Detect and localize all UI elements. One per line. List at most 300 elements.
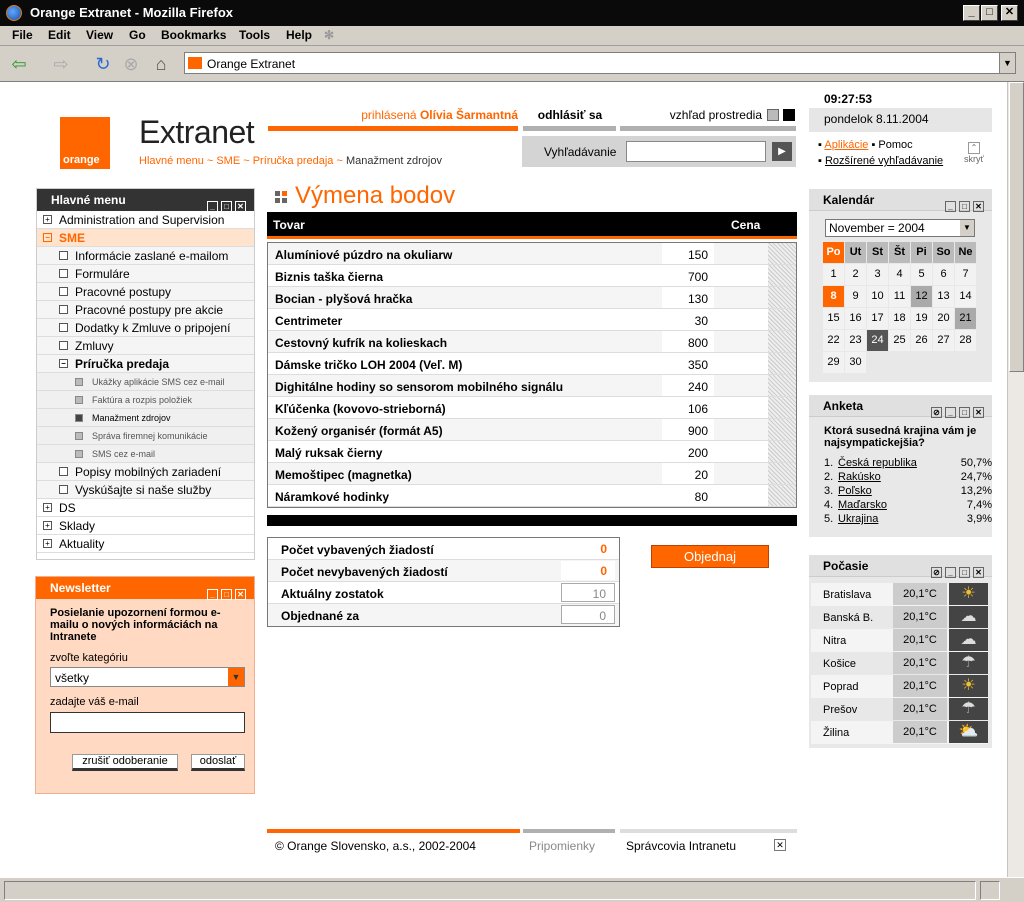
status-indicator — [980, 881, 1000, 900]
calendar-day[interactable]: 16 — [845, 308, 866, 329]
menubar — [0, 26, 1024, 46]
menu-item[interactable] — [37, 463, 254, 481]
window-title: Orange Extranet - Mozilla Firefox — [30, 5, 233, 20]
weather-row — [811, 606, 988, 629]
row-hatch — [768, 419, 796, 440]
rain-icon: ☂ — [949, 698, 988, 720]
row-hatch — [768, 463, 796, 484]
calendar-empty — [911, 352, 932, 373]
theme-light-button[interactable] — [767, 109, 779, 121]
weekday-header: Pi — [911, 242, 932, 263]
menu-item[interactable] — [37, 211, 254, 229]
calendar-day[interactable]: 5 — [911, 264, 932, 285]
ordered-field[interactable]: 0 — [561, 605, 615, 624]
weather-title: Počasie — [823, 559, 869, 573]
header-underline — [267, 236, 797, 239]
month-value: November = 2004 — [829, 221, 925, 235]
menu-item-label: Pracovné postupy — [75, 285, 172, 299]
orange-logo[interactable] — [60, 117, 110, 169]
calendar-day[interactable]: 20 — [933, 308, 954, 329]
cloud-icon: ☁ — [949, 629, 988, 651]
unprocessed-label: Počet nevybavených žiadostí — [281, 565, 448, 579]
calendar-day[interactable]: 2 — [845, 264, 866, 285]
bullet-icon — [59, 305, 68, 314]
bullet-icon — [75, 432, 83, 440]
weather-row — [811, 675, 988, 698]
processed-label: Počet vybavených žiadostí — [281, 543, 434, 557]
maximize-icon[interactable]: □ — [959, 201, 970, 212]
menu-item[interactable] — [37, 301, 254, 319]
user-name: Olívia Šarmantná — [419, 108, 518, 122]
product-price: 240 — [662, 375, 714, 396]
menu-tree — [37, 211, 254, 553]
weather-city: Banská B. — [823, 612, 874, 624]
maximize-icon[interactable]: □ — [959, 567, 970, 578]
menu-item[interactable] — [37, 247, 254, 265]
user-info — [268, 108, 518, 122]
calendar-day[interactable]: 9 — [845, 286, 866, 307]
breadcrumb-current: Manažment zdrojov — [345, 155, 442, 167]
minimize-icon[interactable]: _ — [945, 567, 956, 578]
calendar-day[interactable]: 7 — [955, 264, 976, 285]
main-menu-header — [37, 189, 254, 211]
calendar-day[interactable]: 13 — [933, 286, 954, 307]
logout-link[interactable]: odhlásiť sa — [537, 108, 603, 122]
hide-toggle[interactable] — [964, 142, 984, 164]
menu-go[interactable]: Go — [129, 28, 146, 42]
menu-item[interactable] — [37, 535, 254, 553]
settings-icon[interactable]: ⊘ — [931, 567, 942, 578]
menu-item[interactable] — [37, 337, 254, 355]
table-row — [268, 604, 619, 626]
admins-link[interactable]: Správcovia Intranetu — [626, 839, 737, 853]
calendar-empty — [955, 352, 976, 373]
minimize-icon[interactable]: _ — [945, 201, 956, 212]
product-price: 20 — [662, 463, 714, 484]
poll-answer-percent: 13,2% — [960, 485, 992, 497]
category-select[interactable] — [50, 667, 245, 687]
table-row[interactable] — [268, 265, 796, 287]
grid-icon — [275, 191, 287, 203]
window-titlebar — [0, 0, 1024, 26]
close-icon[interactable]: ✕ — [235, 201, 246, 212]
back-icon[interactable]: ⇦ — [11, 54, 27, 74]
theme-dark-button[interactable] — [783, 109, 795, 121]
weekday-header: Ut — [845, 242, 866, 263]
status-bar — [0, 877, 1024, 902]
expand-icon[interactable]: + — [43, 215, 52, 224]
chevron-down-icon[interactable]: ▼ — [999, 53, 1015, 73]
row-hatch — [768, 309, 796, 330]
reload-icon[interactable]: ↻ — [95, 54, 111, 74]
copyright: © Orange Slovensko, a.s., 2002-2004 — [275, 839, 476, 853]
email-label: zadajte váš e-mail — [50, 696, 139, 708]
menu-item-label: Správa firemnej komunikácie — [92, 431, 208, 441]
product-price: 900 — [662, 419, 714, 440]
calendar-day[interactable]: 3 — [867, 264, 888, 285]
calendar-panel — [809, 189, 992, 382]
throbber-icon: ✻ — [324, 28, 335, 42]
calendar-grid — [823, 242, 976, 373]
stop-icon[interactable]: ⊗ — [123, 54, 139, 74]
close-icon[interactable]: ✕ — [235, 589, 246, 600]
menu-tools[interactable]: Tools — [239, 28, 271, 42]
quick-links: ▪ Aplikácie ▪ Pomoc ▪ Rozšírené vyhľadávanie — [818, 139, 944, 167]
weather-temp: 20,1°C — [893, 583, 947, 605]
menu-view[interactable]: View — [86, 28, 114, 42]
footer-divider — [267, 829, 520, 833]
row-hatch — [768, 353, 796, 374]
vertical-scrollbar[interactable] — [1007, 82, 1024, 877]
poll-answer-number: 1. — [824, 457, 834, 469]
search-bar — [522, 136, 796, 167]
newsletter-intro: Posielanie upozornení formou e-mailu o nových informáciách na Intranete — [50, 607, 221, 643]
menu-item[interactable] — [37, 517, 254, 535]
bullet-icon — [75, 450, 83, 458]
menu-help[interactable]: Help — [286, 28, 313, 42]
sun-icon: ☀ — [949, 675, 988, 697]
column-price: Cena — [731, 218, 761, 232]
calendar-header — [809, 189, 992, 211]
calendar-day[interactable]: 14 — [955, 286, 976, 307]
product-name[interactable]: Centrimeter — [275, 314, 343, 328]
weather-temp: 20,1°C — [893, 629, 947, 651]
table-row[interactable] — [268, 309, 796, 331]
address-value: Orange Extranet — [207, 57, 296, 71]
weather-row — [811, 629, 988, 652]
row-hatch — [768, 331, 796, 352]
menu-item-label: Príručka predaja — [75, 357, 170, 371]
menu-item-label: Sklady — [59, 519, 96, 533]
email-field[interactable] — [50, 712, 245, 733]
weekday-header: Št — [889, 242, 910, 263]
calendar-day[interactable]: 19 — [911, 308, 932, 329]
menu-item-label: Popisy mobilných zariadení — [75, 465, 222, 479]
poll-answer-label[interactable]: Poľsko — [838, 485, 872, 497]
forward-icon[interactable]: ⇨ — [53, 54, 69, 74]
minimize-icon[interactable]: _ — [945, 407, 956, 418]
table-row[interactable] — [268, 419, 796, 441]
poll-answer[interactable] — [824, 485, 992, 497]
help-link[interactable]: Pomoc — [878, 139, 913, 151]
calendar-day[interactable]: 23 — [845, 330, 866, 351]
weather-city: Košice — [823, 658, 857, 670]
menu-item-label: Administration and Supervision — [59, 213, 225, 227]
calendar-day[interactable]: 1 — [823, 264, 844, 285]
breadcrumb-path[interactable]: Hlavné menu ~ SME ~ Príručka predaja ~ — [139, 155, 343, 167]
table-row[interactable] — [268, 243, 796, 265]
row-hatch — [768, 397, 796, 418]
collapse-icon[interactable]: − — [59, 359, 68, 368]
weekday-header: Ne — [955, 242, 976, 263]
row-hatch — [768, 287, 796, 308]
address-bar[interactable] — [184, 52, 1016, 74]
calendar-title: Kalendár — [823, 193, 875, 207]
month-select[interactable] — [825, 219, 975, 237]
maximize-icon[interactable]: □ — [221, 201, 232, 212]
status-text — [4, 881, 976, 900]
search-label: Vyhľadávanie — [544, 145, 617, 159]
expand-icon[interactable]: + — [43, 503, 52, 512]
table-row[interactable] — [268, 353, 796, 375]
row-hatch — [768, 375, 796, 396]
menu-item-label: SME — [59, 231, 86, 245]
product-price: 200 — [662, 441, 714, 462]
calendar-empty — [933, 352, 954, 373]
poll-title: Anketa — [823, 399, 864, 413]
calendar-day[interactable]: 8 — [823, 286, 844, 307]
menu-item-label: Aktuality — [59, 537, 105, 551]
weather-row — [811, 583, 988, 606]
menu-bookmarks[interactable]: Bookmarks — [161, 28, 227, 42]
menu-item[interactable] — [37, 265, 254, 283]
calendar-day[interactable]: 11 — [889, 286, 910, 307]
product-table-header — [267, 212, 797, 236]
menu-item[interactable] — [37, 319, 254, 337]
product-price: 800 — [662, 331, 714, 352]
unsubscribe-button[interactable]: zrušiť odoberanie — [72, 754, 178, 771]
menu-item[interactable] — [37, 427, 254, 445]
weather-temp: 20,1°C — [893, 698, 947, 720]
processed-value: 0 — [561, 539, 615, 558]
menu-item[interactable] — [37, 481, 254, 499]
header-divider — [523, 126, 616, 131]
table-row[interactable] — [268, 331, 796, 353]
bullet-icon — [75, 414, 83, 422]
menu-item-label: Informácie zaslané e-mailom — [75, 249, 229, 263]
product-price: 700 — [662, 265, 714, 286]
calendar-day[interactable]: 4 — [889, 264, 910, 285]
hide-label: skryť — [964, 154, 984, 164]
calendar-day[interactable]: 26 — [911, 330, 932, 351]
menu-item-label: Dodatky k Zmluve o pripojení — [75, 321, 231, 335]
weather-city: Nitra — [823, 635, 847, 647]
apps-link[interactable]: Aplikácie — [824, 139, 869, 151]
table-row[interactable] — [268, 287, 796, 309]
chevron-down-icon[interactable]: ▼ — [960, 220, 974, 236]
bullet-icon — [59, 269, 68, 278]
weather-row — [811, 652, 988, 675]
weather-temp: 20,1°C — [893, 606, 947, 628]
calendar-day[interactable]: 29 — [823, 352, 844, 373]
poll-answer-percent: 50,7% — [960, 457, 992, 469]
calendar-empty — [889, 352, 910, 373]
weather-temp: 20,1°C — [893, 652, 947, 674]
close-button[interactable]: ✕ — [1001, 5, 1018, 21]
advanced-search-link[interactable]: Rozšírené vyhľadávanie — [824, 155, 944, 167]
calendar-day[interactable]: 6 — [933, 264, 954, 285]
chevron-up-icon: ⌃ — [968, 142, 980, 154]
calendar-day[interactable]: 18 — [889, 308, 910, 329]
menu-item[interactable] — [37, 391, 254, 409]
table-row — [268, 538, 619, 560]
weather-row — [811, 721, 988, 744]
theme-label: vzhľad prostredia — [669, 108, 762, 122]
poll-header — [809, 395, 992, 417]
header-divider — [620, 126, 796, 131]
calendar-day[interactable]: 25 — [889, 330, 910, 351]
search-go-icon[interactable]: ▶ — [772, 142, 792, 161]
product-name[interactable]: Dighitálne hodiny so sensorom mobilného signálu — [275, 380, 564, 394]
menu-item[interactable] — [37, 229, 254, 247]
sun-icon: ☀ — [949, 583, 988, 605]
weather-city: Žilina — [823, 727, 850, 739]
poll-answer[interactable] — [824, 471, 992, 483]
weather-temp: 20,1°C — [893, 675, 947, 697]
weather-panel — [809, 555, 992, 748]
column-product: Tovar — [273, 218, 305, 232]
product-name[interactable]: Dámske tričko LOH 2004 (Veľ. M) — [275, 358, 463, 372]
feedback-link[interactable]: Pripomienky — [529, 839, 596, 853]
calendar-day[interactable]: 30 — [845, 352, 866, 373]
close-icon[interactable]: ✕ — [973, 407, 984, 418]
close-icon[interactable]: ✕ — [973, 567, 984, 578]
menu-item[interactable] — [37, 409, 254, 427]
menu-item-label: Manažment zdrojov — [92, 413, 171, 423]
balance-label: Aktuálny zostatok — [281, 587, 384, 601]
product-name[interactable]: Kožený organisér (formát A5) — [275, 424, 443, 438]
weather-header — [809, 555, 992, 577]
product-name[interactable]: Biznis taška čierna — [275, 270, 384, 284]
newsletter-title: Newsletter — [50, 581, 111, 595]
product-name[interactable]: Náramkové hodinky — [275, 490, 390, 504]
table-row[interactable] — [268, 397, 796, 419]
menu-item-label: DS — [59, 501, 76, 515]
calendar-day[interactable]: 12 — [911, 286, 932, 307]
menu-item-label: SMS cez e-mail — [92, 449, 156, 459]
page-title — [275, 182, 455, 210]
category-label: zvoľte kategóriu — [50, 652, 128, 664]
product-table-footer — [267, 512, 797, 526]
minimize-icon[interactable]: _ — [207, 201, 218, 212]
poll-panel — [809, 395, 992, 537]
menu-item[interactable] — [37, 445, 254, 463]
header-divider — [268, 126, 518, 131]
partly-cloudy-icon: ⛅ — [949, 721, 988, 743]
close-icon[interactable]: ✕ — [774, 839, 786, 851]
breadcrumb — [139, 155, 442, 167]
table-row[interactable] — [268, 441, 796, 463]
calendar-empty — [867, 352, 888, 373]
scrollbar-thumb[interactable] — [1009, 82, 1024, 372]
balance-field[interactable]: 10 — [561, 583, 615, 602]
poll-answer[interactable] — [824, 499, 992, 511]
poll-answer-label[interactable]: Česká republika — [838, 457, 917, 469]
clock-time: 09:27:53 — [824, 92, 873, 106]
weekday-header: So — [933, 242, 954, 263]
footer-divider — [523, 829, 615, 833]
maximize-icon[interactable]: □ — [959, 407, 970, 418]
menu-item[interactable] — [37, 283, 254, 301]
table-row[interactable] — [268, 375, 796, 397]
poll-answer-number: 2. — [824, 471, 834, 483]
weekday-header: St — [867, 242, 888, 263]
expand-icon[interactable]: + — [43, 539, 52, 548]
menu-edit[interactable]: Edit — [48, 28, 71, 42]
minimize-button[interactable]: _ — [963, 5, 980, 21]
weather-temp: 20,1°C — [893, 721, 947, 743]
poll-answer[interactable] — [824, 457, 992, 469]
product-price: 30 — [662, 309, 714, 330]
poll-answer-percent: 24,7% — [960, 471, 992, 483]
calendar-day[interactable]: 27 — [933, 330, 954, 351]
calendar-day[interactable]: 21 — [955, 308, 976, 329]
poll-answer-label[interactable]: Maďarsko — [838, 499, 887, 511]
calendar-day[interactable]: 28 — [955, 330, 976, 351]
table-row — [268, 560, 619, 582]
row-hatch — [768, 265, 796, 286]
calendar-day[interactable]: 10 — [867, 286, 888, 307]
product-name[interactable]: Memoštipec (magnetka) — [275, 468, 412, 482]
row-hatch — [768, 243, 796, 264]
product-name[interactable]: Malý ruksak čierny — [275, 446, 383, 460]
footer-divider — [620, 829, 797, 833]
calendar-day[interactable]: 22 — [823, 330, 844, 351]
unprocessed-value: 0 — [561, 561, 615, 580]
close-icon[interactable]: ✕ — [973, 201, 984, 212]
maximize-button[interactable]: □ — [981, 5, 998, 21]
product-name[interactable]: Cestovný kufrík na kolieskach — [275, 336, 448, 350]
menu-item-label: Ukážky aplikácie SMS cez e-mail — [92, 377, 225, 387]
table-row[interactable] — [268, 485, 796, 507]
bullet-icon — [59, 251, 68, 260]
minimize-icon[interactable]: _ — [207, 589, 218, 600]
product-price: 150 — [662, 243, 714, 264]
order-button[interactable]: Objednaj — [651, 545, 769, 568]
poll-answer-percent: 3,9% — [966, 513, 992, 525]
calendar-day[interactable]: 24 — [867, 330, 888, 351]
poll-answer-number: 3. — [824, 485, 834, 497]
send-button[interactable]: odoslať — [191, 754, 245, 771]
product-name[interactable]: Alumíniové púzdro na okuliarw — [275, 248, 453, 262]
poll-answer-label[interactable]: Rakúsko — [838, 471, 881, 483]
calendar-day[interactable]: 17 — [867, 308, 888, 329]
poll-answer-label[interactable]: Ukrajina — [838, 513, 879, 525]
settings-icon[interactable]: ⊘ — [931, 407, 942, 418]
bullet-icon — [75, 378, 83, 386]
weather-city: Poprad — [823, 681, 859, 693]
home-icon[interactable]: ⌂ — [155, 54, 167, 74]
weather-city: Prešov — [823, 704, 858, 716]
maximize-icon[interactable]: □ — [221, 589, 232, 600]
menu-item-label: Pracovné postupy pre akcie — [75, 303, 224, 317]
table-row — [268, 582, 619, 604]
menu-item[interactable] — [37, 355, 254, 373]
page-title-text: Výmena bodov — [295, 182, 456, 209]
collapse-icon[interactable]: − — [43, 233, 52, 242]
menu-item-label: Zmluvy — [75, 339, 114, 353]
menu-item-label: Faktúra a rozpis položiek — [92, 395, 193, 405]
calendar-day[interactable]: 15 — [823, 308, 844, 329]
expand-icon[interactable]: + — [43, 521, 52, 530]
product-price: 80 — [662, 485, 714, 506]
product-name[interactable]: Kľúčenka (kovovo-strieborná) — [275, 402, 446, 416]
current-date: pondelok 8.11.2004 — [809, 108, 992, 132]
menu-item[interactable] — [37, 373, 254, 391]
search-input[interactable] — [626, 141, 766, 162]
row-hatch — [768, 441, 796, 462]
weather-city: Bratislava — [823, 589, 872, 601]
product-name[interactable]: Bocian - plyšová hračka — [275, 292, 413, 306]
weekday-header: Po — [823, 242, 844, 263]
menu-item-label: Formuláre — [75, 267, 130, 281]
user-prefix: prihlásená — [361, 108, 417, 122]
menu-item[interactable] — [37, 499, 254, 517]
chevron-down-icon[interactable]: ▼ — [228, 668, 244, 686]
menu-file[interactable]: File — [12, 28, 33, 42]
table-row[interactable] — [268, 463, 796, 485]
poll-answer[interactable] — [824, 513, 992, 525]
